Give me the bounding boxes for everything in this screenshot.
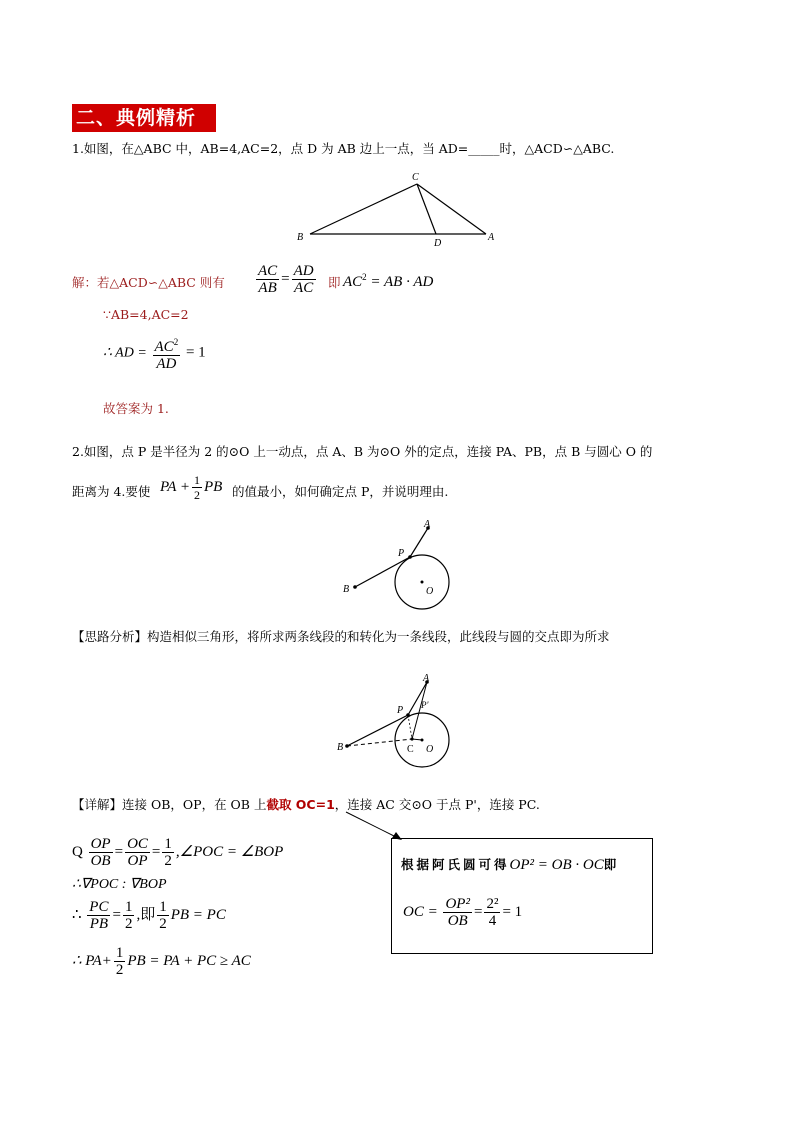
q2-circle-figure: [335, 512, 465, 616]
note-box-equation: OC = $\frac{\text{OP²}}{OB}$ = $\frac{\text{2²}}{4}$ = 1: [403, 896, 523, 929]
label-O: O: [426, 586, 434, 597]
label-B: B: [337, 742, 344, 753]
section-header: 二、典例精析: [72, 104, 216, 132]
q1-triangle-figure: [290, 168, 510, 252]
q1-then-text: 即: [328, 275, 341, 290]
label-P: P: [398, 548, 405, 559]
label-P-prime: P': [421, 700, 429, 710]
label-O: O: [426, 744, 434, 755]
label-A: A: [488, 232, 495, 243]
q1-product-equation: $AC^2$ = AB · AD: [343, 272, 434, 290]
label-B: B: [297, 232, 304, 243]
proof-line3: ∴ $\frac{PC}{PB}$ = $\frac{1}{2}$ ,即 $\frac{1}{2}$ PB = PC: [72, 899, 226, 932]
q2-line1: 2.如图，点 P 是半径为 2 的⊙O 上一动点，点 A、B 为⊙O 外的定点，连接 PA、PB，点 B 与圆心 O 的: [72, 444, 653, 459]
label-D: D: [434, 238, 442, 249]
q1-solution-intro: 解：若△ACD∽△ABC 则有: [72, 275, 225, 290]
label-A: A: [424, 519, 431, 530]
proof-line4: ∴ PA+ $\frac{1}{2}$ PB = PA + PC ≥ AC: [72, 945, 251, 978]
q2-construction-figure: [335, 670, 465, 774]
q2-detail: 【详解】连接 OB，OP，在 OB 上截取 OC=1，连接 AC 交⊙O 于点 P'，连接 PC.: [72, 797, 540, 812]
proof-line2: ∴∇POC : ∇BOP: [72, 877, 167, 892]
q1-therefore-equation: ∴ AD = $\frac{AC^2}{AD}$ = 1: [103, 334, 206, 372]
q1-answer: 故答案为 1.: [103, 401, 169, 416]
q1-ratio-equation: $\frac{AC}{AB}$ = $\frac{AD}{AC}$: [258, 263, 314, 296]
label-C: C: [412, 172, 419, 183]
q2-expression: PA + $\frac{1}{2}$ PB: [160, 473, 223, 502]
q1-because: ∵AB=4,AC=2: [103, 307, 189, 322]
proof-line1: Q $\frac{OP}{OB}$ = $\frac{OC}{OP}$ = $\frac{1}{2}$ ,∠POC = ∠BOP: [72, 836, 284, 869]
label-C: C: [407, 744, 414, 755]
q2-analysis: 【思路分析】构造相似三角形，将所求两条线段的和转化为一条线段，此线段与圆的交点即为所求: [72, 629, 610, 644]
label-A: A: [423, 673, 430, 684]
q2-line2-post: 的值最小，如何确定点 P，并说明理由.: [232, 484, 449, 499]
label-B: B: [343, 584, 350, 595]
label-P: P: [397, 705, 404, 716]
q2-line2-pre: 距离为 4.要使: [72, 484, 151, 499]
note-box-title: 根据阿氏圆可得OP² = OB · OC即: [401, 857, 620, 873]
q1-prompt: 1.如图，在△ABC 中，AB=4,AC=2，点 D 为 AB 边上一点，当 AD=_____时，△ACD∽△ABC.: [72, 141, 615, 156]
